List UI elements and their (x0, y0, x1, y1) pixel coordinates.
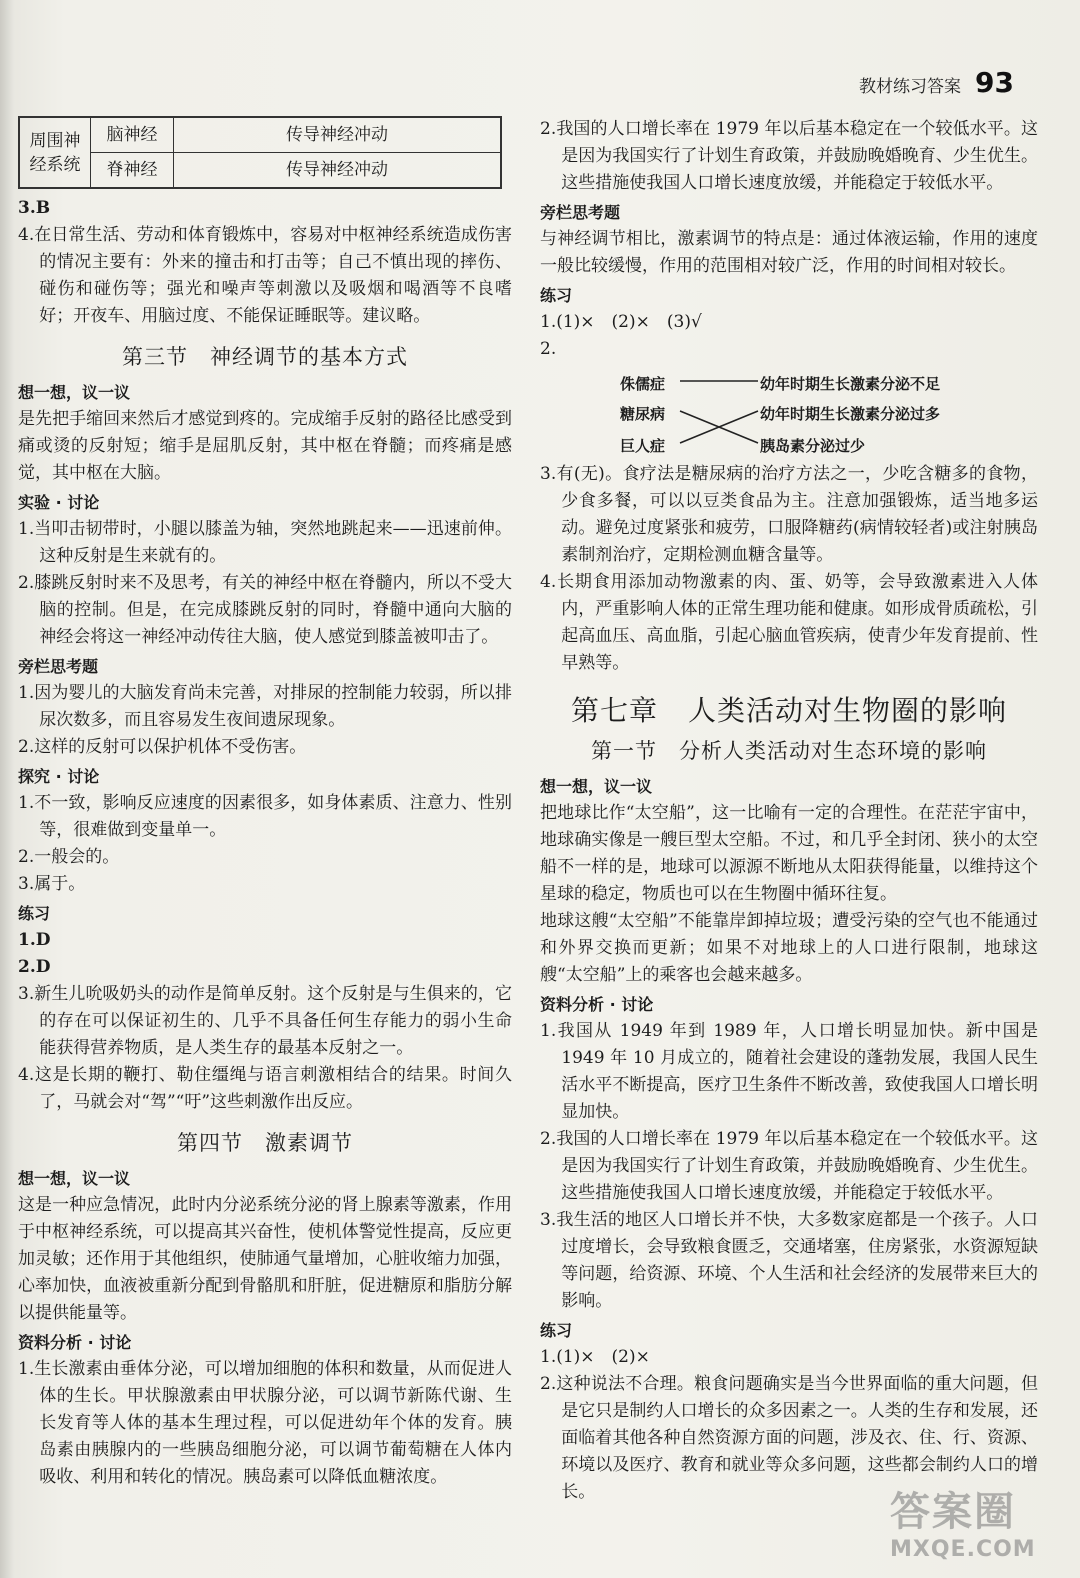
subheading: 练习 (18, 904, 51, 923)
watermark (890, 1480, 1060, 1570)
subheading: 探究 · 讨论 (18, 767, 100, 786)
answer-item: 3.新生儿吮吸奶头的动作是简单反射。这个反射是与生俱来的，它的存在可以保证初生的、几乎不具备任何生存能力的弱小生命能获得营养物质，是人类生存的最基本反射之一。 (18, 984, 512, 1058)
answer-item: 2.我国的人口增长率在 1979 年以后基本稳定在一个较低水平。这是因为我国实行了计划生育政策，并鼓励晚婚晚育、少生优生。这些措施使我国人口增长速度放缓，并能稳定于较低水平。 (540, 1129, 1038, 1203)
answer-item: 4.长期食用添加动物激素的肉、蛋、奶等，会导致激素进入人体内，严重影响人体的正常生理功能和健康。如形成骨质疏松，引起高血压、高血脂，引起心脑血管疾病，使青少年发育提前、性早熟等。 (540, 572, 1038, 673)
page-header (859, 66, 1014, 99)
section-name: 分析人类活动对生态环境的影响 (679, 739, 987, 763)
table-row (19, 117, 501, 153)
table-row (19, 153, 501, 189)
section-number: 第四节 (177, 1131, 243, 1155)
answer-item: 1.生长激素由垂体分泌，可以增加细胞的体积和数量，从而促进人体的生长。甲状腺激素由甲状腺分泌，可以调节新陈代谢、生长发育等人体的基本生理过程，可以促进幼年个体的发育。胰岛素由胰腺内的一些胰岛细胞分泌，可以调节葡萄糖在人体内吸收、利用和转化的情况。胰岛素可以降低血糖浓度。 (18, 1359, 512, 1487)
subheading: 旁栏思考题 (18, 657, 99, 676)
section-number: 第一节 (591, 739, 657, 763)
section-name: 激素调节 (265, 1131, 353, 1155)
subheading: 练习 (540, 286, 573, 305)
subheading: 旁栏思考题 (540, 203, 621, 222)
answer-item: 3.我生活的地区人口增长并不快，大多数家庭都是一个孩子。人口过度增长，会导致粮食匮乏，交通堵塞，住房紧张，水资源短缺等问题，给资源、环境、个人生活和社会经济的发展带来巨大的影响。 (540, 1210, 1038, 1311)
paragraph: 这是一种应急情况，此时内分泌系统分泌的肾上腺素等激素，作用于中枢神经系统，可以提高其兴奋性，使机体警觉性提高，反应更加灵敏；还作用于其他组织，使肺通气量增加，心脏收缩力加强，心率加快，血液被重新分配到骨骼肌和肝脏，促进糖原和脂肪分解以提供能量等。 (18, 1195, 512, 1323)
watermark-logo: 答案圈 (890, 1489, 1016, 1535)
page-number: 93 (975, 66, 1014, 99)
subheading: 练习 (540, 1321, 573, 1340)
section-title (18, 344, 512, 371)
table-cell-function: 传导神经冲动 (174, 153, 502, 189)
table-cell-function: 传导神经冲动 (174, 117, 502, 153)
spine-shadow (0, 0, 14, 1578)
subheading: 资料分析 · 讨论 (540, 995, 654, 1014)
match-right-item: 幼年时期生长激素分泌不足 (760, 375, 941, 393)
nerve-table (18, 116, 502, 189)
paragraph: 是先把手缩回来然后才感觉到疼的。完成缩手反射的路径比感受到痛或烫的反射短；缩手是屈肌反射，其中枢在脊髓；而疼痛是感觉，其中枢在大脑。 (18, 409, 512, 483)
chapter-name: 人类活动对生物圈的影响 (688, 694, 1008, 727)
answer-item: 2.一般会的。 (18, 847, 120, 867)
match-left-item: 侏儒症 (620, 375, 666, 393)
answer-item: 1.因为婴儿的大脑发育尚未完善，对排尿的控制能力较弱，所以排尿次数多，而且容易发生夜间遗尿现象。 (18, 683, 512, 730)
chapter-title (540, 694, 1038, 727)
right-column (540, 116, 1038, 1506)
answer-item: 2.膝跳反射时来不及思考，有关的神经中枢在脊髓内，所以不受大脑的控制。但是，在完成膝跳反射的同时，脊髓中通向大脑的神经会将这一神经冲动传往大脑，使人感觉到膝盖被叩击了。 (18, 573, 512, 647)
answer-item: 4.在日常生活、劳动和体育锻炼中，容易对中枢神经系统造成伤害的情况主要有：外来的撞击和打击等；自己不慎出现的摔伤、碰伤和碰伤等；强光和噪声等刺激以及吸烟和喝酒等不良嗜好；开夜车、用脑过度、不能保证睡眠等。建议略。 (18, 225, 512, 326)
subheading: 想一想，议一议 (540, 777, 653, 796)
answer-item: 2.这种说法不合理。粮食问题确实是当今世界面临的重大问题，但是它只是制约人口增长的众多因素之一。人类的生存和发展，还面临着其他各种自然资源方面的问题，涉及衣、住、行、资源、环境以及医疗、教育和就业等众多问题，这些都会制约人口的增长。 (540, 1374, 1038, 1502)
answer-item: 1.当叩击韧带时，小腿以膝盖为轴，突然地跳起来——迅速前伸。这种反射是生来就有的。 (18, 519, 512, 566)
answer-item: 1.我国从 1949 年到 1989 年，人口增长明显加快。新中国是 1949 年 10 月成立的，随着社会建设的蓬勃发展，我国人民生活水平不断提高，医疗卫生条件不断改善，致使我国人口增长明显加快。 (540, 1021, 1038, 1122)
header-label: 教材练习答案 (859, 77, 962, 97)
answer-item: 2.这样的反射可以保护机体不受伤害。 (18, 737, 307, 757)
match-right-item: 胰岛素分泌过少 (760, 437, 866, 455)
match-right-item: 幼年时期生长激素分泌过多 (760, 405, 941, 423)
left-column (18, 116, 512, 1491)
answer-item: 2.我国的人口增长率在 1979 年以后基本稳定在一个较低水平。这是因为我国实行了计划生育政策，并鼓励晚婚晚育、少生优生。这些措施使我国人口增长速度放缓，并能稳定于较低水平。 (540, 119, 1038, 193)
table-cell-name: 脑神经 (91, 117, 174, 153)
section-name: 神经调节的基本方式 (210, 345, 408, 369)
paragraph: 地球这艘“太空船”不能靠岸卸掉垃圾；遭受污染的空气也不能通过和外界交换而更新；如果不对地球上的人口进行限制，地球这艘“太空船”上的乘客也会越来越多。 (540, 911, 1038, 985)
section-title (540, 738, 1038, 765)
answer-item: 3.属于。 (18, 874, 86, 894)
match-left-item: 糖尿病 (620, 405, 666, 423)
subheading: 资料分析 · 讨论 (18, 1333, 132, 1352)
section-number: 第三节 (122, 345, 188, 369)
section-title (18, 1130, 512, 1157)
answer-item: 1.(1)× (2)× (3)√ (540, 312, 702, 332)
paragraph: 与神经调节相比，激素调节的特点是：通过体液运输，作用的速度一般比较缓慢，作用的范围相对较广泛，作用的时间相对较长。 (540, 229, 1038, 276)
answer-item: 1.(1)× (2)× (540, 1347, 650, 1367)
table-cell-name: 脊神经 (91, 153, 174, 189)
paragraph: 把地球比作“太空船”，这一比喻有一定的合理性。在茫茫宇宙中，地球确实像是一艘巨型太空船。不过，和几乎全封闭、狭小的太空船不一样的是，地球可以源源不断地从太阳获得能量，以维持这个星球的稳定，物质也可以在生物圈中循环往复。 (540, 803, 1038, 904)
subheading: 想一想，议一议 (18, 1169, 131, 1188)
answer-item: 3.B (18, 198, 51, 218)
answer-item: 1.不一致，影响反应速度的因素很多，如身体素质、注意力、性别等，很难做到变量单一。 (18, 793, 512, 840)
match-left-item: 巨人症 (620, 437, 666, 455)
chapter-number: 第七章 (570, 694, 658, 727)
watermark-url: MXQE.COM (890, 1537, 1036, 1562)
matching-diagram (540, 367, 1038, 457)
answer-item: 1.D (18, 930, 51, 950)
answer-item: 4.这是长期的鞭打、勒住缰绳与语言刺激相结合的结果。时间久了，马就会对“驾”“吁”这些刺激作出反应。 (18, 1065, 512, 1112)
answer-item: 2.D (18, 957, 51, 977)
table-group-cell: 周围神经系统 (19, 117, 91, 188)
subheading: 实验 · 讨论 (18, 493, 100, 512)
answer-item: 2. (540, 339, 557, 359)
subheading: 想一想，议一议 (18, 383, 131, 402)
answer-item: 3.有(无)。食疗法是糖尿病的治疗方法之一，少吃含糖多的食物，少食多餐，可以以豆类食品为主。注意加强锻炼，适当地多运动。避免过度紧张和疲劳，口服降糖药(病情较轻者)或注射胰岛素制剂治疗，定期检测血糖含量等。 (540, 464, 1038, 565)
